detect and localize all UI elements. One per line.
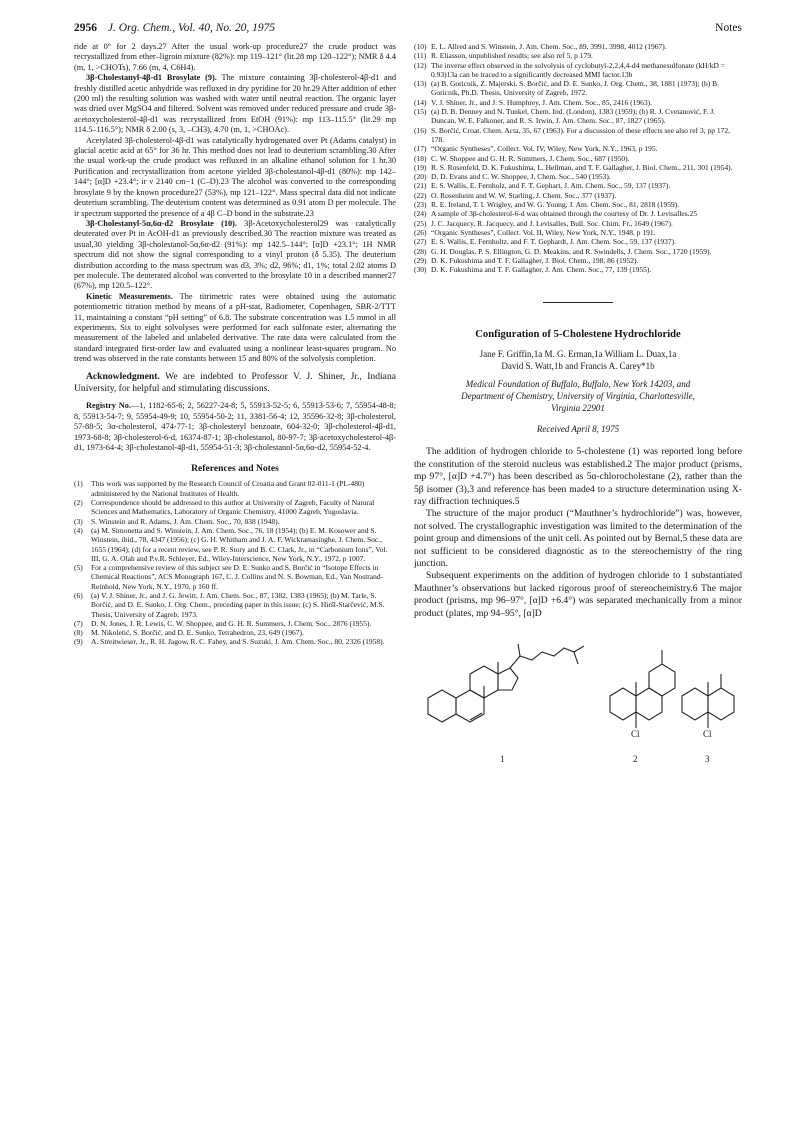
reference-item: (4) (a) M. Simonetta and S. Winstein, J. Am. Chem. Soc., 76, 18 (1954); (b) E. M. Kosower and S. Winstein, ibid., 78, 4347 (1956); (c) G. H. Whitham and J. A. F. Wickramasinghe, J. Chem. Soc., 1655 (1964); (d) for a recent review, see P. R. Story and B. C. Clark, Jr., in “Carbonium Ions”, Vol. III, G. A. Olah and P.v.R. Schleyer, Ed., Wiley-Interscience, New York, N.Y., 1972, p 1007. [74,525,388,563]
references-list-left [74,479,396,646]
references-heading: References and Notes [191,463,279,475]
reference-item: (14) V. J. Shiner, Jr., and J. S. Humphrey, J. Am. Chem. Soc., 85, 2416 (1963). [414,97,652,107]
paragraph: Acetylated 3β-cholesterol-4β-d1 was catalytically hydrogenated over Pt (Adams catalyst) in glacial acetic acid at 65° for 36 hr. This method does not lead to deuterium scrambling.30 After the usual work-up the crude product was refluxed in an alkaline ethanol solution for 1 hr.30 Purification and recrystallization from acetone yielded 3β-cholestanol-4β-d1 (80%): mp 142–144°; [α]D +23.4°; ir ν 2140 cm−1 (C–D).23 The alcohol was converted to the corresponding brosylate 9 by the known procedure27 (53%), mp 121–122°. Mass spectral data did not indicate deuterium scrambling. The deuterium content was determined as 0.91 atom D per molecule. The ir spectrum supported the presence of a 4β C–D bond in the substrate.23 [74,135,396,218]
paragraph: Kinetic Measurements. The titrimetric rates were obtained using the automatic potentiometric titration method by means of a pH-stat, Radiometer, Copenhagen, SBR-2/TTT 11, maintaining a constant “pH setting” of 6.8. The substrate concentration was 1.5 mmol in all experiments. Six to eight solvolyses were performed for each sulfonate ester, alternating the measurement of the labeled and unlabeled derivative. The rate data were calculated from the standard integrated first-order law and evaluated using a nonlinear least-squares program. No trend was observed in the rate constants between 15 and 80% of the solvolysis completion. [74,291,396,364]
paragraph: Subsequent experiments on the addition of hydrogen chloride to 1 substantiated Mauthner’s observations but lacked rigorous proof of stereochemistry.6 The major product (prisms, mp 96–97°, [α]D +6.4°) was separated mechanically from a minor product (plates, mp 94–95°, [α]D [414,570,742,619]
reference-item: (9) A. Streitwieser, Jr., R. H. Jagow, R. C. Fahey, and S. Suzuki, J. Am. Chem. Soc., 80, 2326 (1958). [74,637,385,647]
compound-label-1: 1 [500,754,505,765]
ring-a [428,690,456,722]
reference-item: (18) C. W. Shoppee and G. H. R. Summers, J. Chem. Soc., 687 (1950). [414,153,630,163]
ring-d [498,668,518,690]
reference-item: (30) D. K. Fukushima and T. F. Gallagher, J. Am. Chem. Soc., 77, 139 (1955). [414,265,652,275]
ring-b [708,688,734,720]
paragraph: 3β-Cholestanyl-4β-d1 Brosylate (9). The mixture containing 3β-cholesterol-4β-d1 and freshly distilled acetic anhydride was refluxed in dry pyridine for 20 hr.29 After addition of ether (200 ml) the resulting solution was washed with water until neutral reaction. The organic layer was dried over MgSO4 and filtered. Solvent was removed under reduced pressure and crude 3β-acetoxycholesterol-4β-d1 was recrystallized from EtOH (91%): mp 113–115.5° (lit.29 mp 114.5–116.5°); NMR δ 2.00 (s, 3, –CH3), 4.70 (m, 1, >CHOAc). [74,73,397,135]
reference-item: (5) For a comprehensive review of this subject see D. E. Sunko and S. Borčić in “Isotope Effects in Chemical Reactions”, ACS Monograph 167, C. J. Collins and N. S. Bowman, Ed., Van Nostrand-Reinhold, New York, N.Y., 1970, p 160 ff. [74,563,384,591]
paragraph: ride at 0° for 2 days.27 After the usual work-up procedure27 the crude product was recrystallized from ether–ligroin mixture (82%): mp 119–121° (lit.28 mp 120–122°); NMR δ 4.4 (m, 1, >CHOTs), 7.66 (m, 4, C6H4). [74,42,396,72]
reference-item: (19) R. S. Rosenfeld, D. K. Fukushima, L. Hellman, and T. F. Gallagher, J. Biol. Chem., 211, 301 (1954). [414,162,733,172]
reference-item: (24) A sample of 3β-cholesterol-6-d was obtained through the courtesy of Dr. J. Levisalles.25 [414,209,698,219]
reference-item: (15) (a) D. B. Denney and N. Tunkel, Chem. Ind. (London), 1383 (1959); (b) R. J. Cvetanović, F. J. Duncan, W. E. Falkoner, and R. S. Irwin, J. Am. Chem. Soc., 87, 1827 (1965). [414,107,716,126]
reference-item: (21) E. S. Wallis, E. Fernholz, and F. T. Gephart, J. Am. Chem. Soc., 59, 137 (1937). [414,181,671,191]
reference-item: (1) This work was supported by the Research Council of Croatia and Grant 02-011-1 (PL-480) administered by the National Institutes of Health. [74,479,365,498]
side-chain [510,646,584,668]
structure-drawing [414,626,742,776]
ring-c [649,664,675,696]
left-column [74,42,396,647]
reference-item: (23) R. E. Ireland, T. I. Wrigley, and W. G. Young, J. Am. Chem. Soc., 81, 2818 (1959). [414,200,680,210]
page-header [74,22,742,38]
registry-numbers: Registry No.—1, 1182-65-6; 2, 56227-24-8; 5, 55913-52-5; 6, 55913-53-6; 7, 55954-48-8; 8, 55913-54-7; 9, 55954-49-9; 10, 55954-50-2; 11, 3381-56-4; 12, 35596-32-8; 3β-cholesterol, 57-88-5; 3α-cholesterol, 474-77-1; 3β-cholesteryl benzoate, 604-32-0; 3β-cholesterol-4β-d1, 1973-68-8; 3β-cholesterol-6-d, 16374-87-1; 3β-cholestanol, 80-97-7; 3β-acetoxycholesterol-4β-d1, 1973-64-4; 3β-cholestanol-4β-d1, 55954-51-3; 3β-cholestanol-5α,6α-d2, 55954-52-4. [74,401,396,453]
reference-item: (28) G. H. Douglas, P. S. Ellington, G. D. Meakins, and R. Swindells, J. Chem. Soc., 1720 (1959). [414,246,712,256]
paragraph: The addition of hydrogen chloride to 5-cholestene (1) was reported long before the constitution of the steroid nucleus was established.2 The major product (prisms, mp 97°, [α]D +4.7°) has been described as 5α-chlorocholestane (2), rather than the 5β isomer (3),3 and reference has been made4 to a structure determination using X-ray diffraction techniques.5 [414,446,742,508]
paragraph-heading: 3β-Cholestanyl-4β-d1 Brosylate (9). [86,73,217,83]
reference-item: (26) “Organic Syntheses”, Collect. Vol. II, Wiley, New York, N.Y., 1948, p 191. [414,227,656,237]
paragraph-heading: Kinetic Measurements. [86,291,173,301]
section-divider [543,302,613,303]
reference-item: (17) “Organic Syntheses”, Collect. Vol. IV, Wiley, New York, N.Y., 1963, p 195. [414,144,658,154]
reference-item: (7) D. N. Jones, J. R. Lewis, C. W. Shoppee, and G. H. R. Summers, J. Chem. Soc., 2876 (1955). [74,618,372,628]
ring-b [456,690,484,722]
reference-item: (20) D. D. Evans and C. W. Shoppee, J. Chem. Soc., 540 (1953). [414,172,611,182]
reference-item: (8) M. Nikoletić, S. Borčić, and D. E. Sunko, Tetrahedron, 23, 649 (1967). [74,628,304,638]
paragraph: 3β-Cholestanyl-5α,6α-d2 Brosylate (10). 3β-Acetoxycholesterol29 was catalytically deuterated over Pt in AcOH-d1 as previously described.30 The reaction mixture was treated as usual,30 yielding 3β-cholestanol-5α,6α-d2 (91%): mp 142.5–144°; [α]D +23.1°; 1H NMR spectrum did not show the signal corresponding to a vinyl proton (δ 5.35). The deuterium distribution according to the mass spectrum was d3, 3%; d2, 96%; d1, 1%; total 2.02 atoms D per molecule. The deuterated alcohol was converted to the brosylate 10 in a described manner27 (67%), mp 120.5–122°. [74,218,396,291]
ring-b [636,688,662,720]
right-column [414,42,742,776]
article-title: Configuration of 5-Cholestene Hydrochloride [475,329,681,341]
paragraph-heading: 3β-Cholestanyl-5α,6α-d2 Brosylate (10). [86,218,237,228]
reference-item: (3) S. Winstein and R. Adams, J. Am. Chem. Soc., 70, 838 (1948). [74,516,280,526]
authors: Jane F. Griffin,1a M. G. Erman,1a William L. Duax,1a David S. Watt,1b and Francis A. Carey*1b [479,349,677,372]
chlorine-label: Cl [703,729,712,740]
reference-item: (16) S. Borčić, Croat. Chem. Acta, 35, 67 (1963). For a discussion of these effects see also ref 3, pp 172, 178. [414,125,730,144]
page-number: 2956 [74,22,97,34]
compound-label-3: 3 [705,754,710,765]
acknowledgment: Acknowledgment. We are indebted to Professor V. J. Shiner, Jr., Indiana University, for helpful and stimulating discussions. [74,370,396,394]
chlorine-label: Cl [631,729,640,740]
reference-item: (10) E. L. Allred and S. Winstein, J. Am. Chem. Soc., 89, 3991, 3998, 4012 (1967). [414,42,667,51]
received-date: Received April 8, 1975 [536,424,620,435]
journal-citation: J. Org. Chem., Vol. 40, No. 20, 1975 [107,22,276,34]
reference-item: (27) E. S. Wallis, E. Fernholtz, and F. T. Gephardt, J. Am. Chem. Soc., 59, 137 (1937). [414,237,677,247]
compound-label-2: 2 [633,754,638,765]
section-name: Notes [715,22,742,34]
chemical-structures [414,626,742,776]
reference-item: (22) O. Rosenheim and W. W. Starling, J. Chem. Soc., 377 (1937). [414,190,617,200]
affiliation: Medical Foundation of Buffalo, Buffalo, New York 14203, and Department of Chemistry, University of Virginia, Charlottesville, Virginia 22901 [461,379,695,414]
reference-item: (13) (a) B. Goricnik, Z. Majerski, S. Borčić, and D. E. Sunko, J. Org. Chem., 38, 1881 (1973); (b) B. Goricnik, Ph.D. Thesis, University of Zagreb, 1972. [414,79,719,98]
reference-item: (6) (a) V. J. Shiner, Jr., and J. G. Jewitt, J. Am. Chem. Soc., 87, 1382, 1383 (1965); (b) M. Tarle, S. Borčić, and D. E. Sunko, J. Org. Chem., preceding paper in this issue; (c) S. Hiršl-Starčević, M.S. Thesis, University of Zagreb, 1973. [74,591,385,619]
reference-item: (11) R. Eliasson, unpublished results; see also ref 5, p 179. [414,51,593,61]
ring-a [682,688,708,720]
references-list-right [414,42,742,274]
paragraph: The structure of the major product (“Mauthner’s hydrochloride”) was, however, not solved. The crystallographic investigation was limited to the determination of the point group and dimensions of the unit cell. As pointed out by Bernal,5 these data are not sufficient to be considered diagnostic as to the stereochemistry of the ring junction. [414,508,742,570]
reference-item: (29) D. K. Fukushima and T. F. Gallagher, J. Biol. Chem., 198, 86 (1952). [414,255,639,265]
reference-item: (12) The inverse effect observed in the solvolysis of cyclobutyl-2,2,4,4-d4 methanesulfonate (kH/kD = 0.93)13a can be traced to a significantly decreased MMI factor.13b [414,60,726,79]
reference-item: (25) J. C. Jacquecy, R. Jacquecy, and J. Levisalles, Bull. Soc. Chim. Fr., 1649 (1967). [414,218,673,228]
ring-a [610,688,636,720]
reference-item: (2) Correspondence should be addressed to this author at University of Zagreb, Faculty of Natural Sciences and Mathematics, Laboratory of Organic Chemistry, 41000 Zagreb, Yugoslavia. [74,498,375,517]
